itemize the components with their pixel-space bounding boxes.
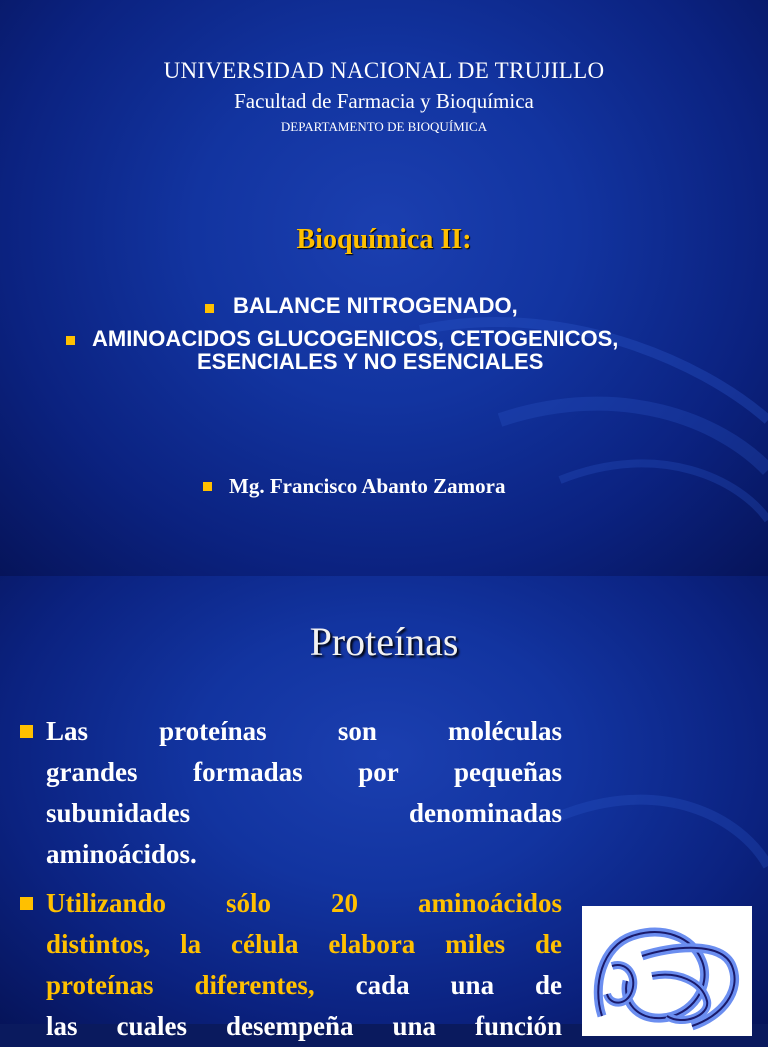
- author-name: Mg. Francisco Abanto Zamora: [229, 474, 506, 498]
- paragraph-line: Las proteínas son moléculas: [46, 716, 562, 746]
- course-title: Bioquímica II:: [296, 224, 472, 255]
- paragraph-line: las cuales desempeña una función: [46, 1011, 562, 1041]
- square-bullet-icon: [66, 336, 75, 345]
- paragraph-line: Utilizando sólo 20 aminoácidos: [46, 888, 562, 918]
- paragraph-line: aminoácidos.: [46, 839, 197, 869]
- faculty-name: Facultad de Farmacia y Bioquímica: [234, 89, 534, 113]
- paragraph-line: grandes formadas por pequeñas: [46, 757, 562, 787]
- square-bullet-icon: [20, 897, 33, 910]
- paragraph-line-mixed: [46, 965, 562, 1006]
- highlight-text: proteínas diferentes,: [46, 970, 315, 1000]
- protein-structure-image: [582, 906, 752, 1036]
- square-bullet-icon: [203, 482, 212, 491]
- paragraph-aminoacids: [46, 883, 562, 1047]
- paragraph-proteins: [46, 711, 562, 875]
- department-name: DEPARTAMENTO DE BIOQUÍMICA: [280, 119, 488, 134]
- square-bullet-icon: [20, 725, 33, 738]
- paragraph-line: subunidades denominadas: [46, 798, 562, 828]
- bullet-balance: BALANCE NITROGENADO,: [233, 293, 518, 318]
- paragraph-line: distintos, la célula elabora miles de: [46, 929, 562, 959]
- bullet-aminoacidos: AMINOACIDOS GLUCOGENICOS, CETOGENICOS,: [92, 326, 619, 351]
- slide-title: Proteínas: [309, 619, 459, 664]
- university-name: UNIVERSIDAD NACIONAL DE TRUJILLO: [163, 58, 605, 83]
- bullet-esenciales: ESENCIALES Y NO ESENCIALES: [197, 349, 544, 374]
- paragraph-tail: cada una de: [314, 970, 562, 1000]
- square-bullet-icon: [205, 304, 214, 313]
